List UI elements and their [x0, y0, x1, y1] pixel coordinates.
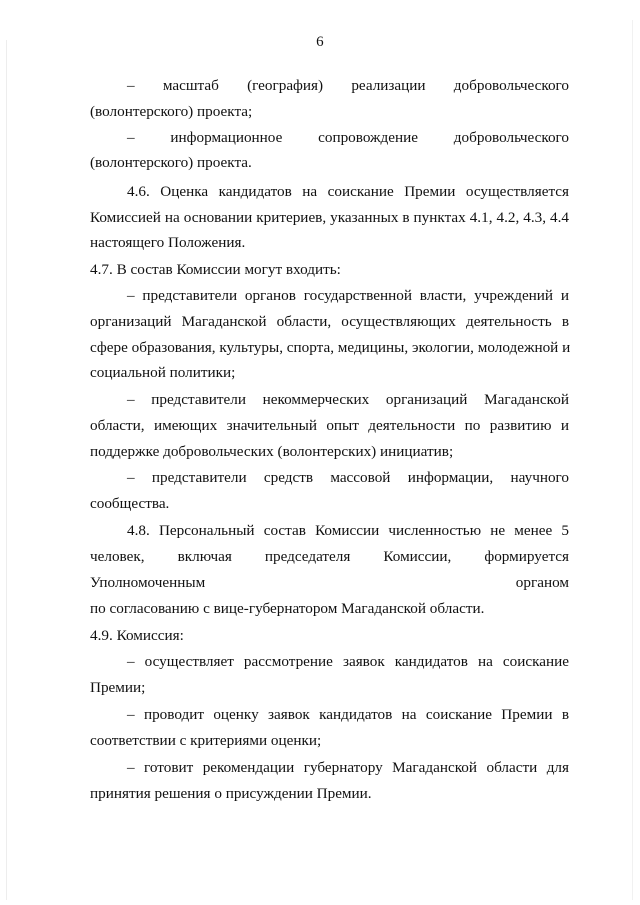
text-line: поддержке добровольческих (волонтерских) инициатив; — [90, 443, 454, 460]
text-line: принятия решения о присуждении Премии. — [90, 785, 372, 802]
text-line: человек, включая председателя Комиссии, формируется — [90, 548, 569, 565]
text-line: 4.8. Персональный состав Комиссии численностью не менее 5 — [127, 522, 569, 539]
text-line: области, имеющих значительный опыт деятельности по развитию и — [90, 417, 569, 434]
text-line: – информационное сопровождение добровольческого — [127, 129, 569, 146]
text-line: – представители органов государственной власти, учреждений и — [127, 287, 569, 304]
text-line: – представители некоммерческих организаций Магаданской — [127, 391, 569, 408]
text-line: соответствии с критериями оценки; — [90, 732, 322, 749]
page-number: 6 — [316, 34, 324, 50]
text-line: Комиссией на основании критериев, указанных в пунктах 4.1, 4.2, 4.3, 4.4 — [90, 209, 569, 226]
text-line: социальной политики; — [90, 364, 236, 381]
text-line: сообщества. — [90, 495, 170, 512]
text-line: организаций Магаданской области, осуществляющих деятельность в — [90, 313, 569, 330]
text-line: – осуществляет рассмотрение заявок кандидатов на соискание — [127, 653, 569, 670]
text-line: Премии; — [90, 679, 146, 696]
scan-edge-right — [632, 20, 633, 900]
text-line: 4.6. Оценка кандидатов на соискание Премии осуществляется — [127, 183, 569, 200]
text-line: Уполномоченным органом — [90, 574, 569, 591]
text-line: 4.9. Комиссия: — [90, 627, 184, 644]
text-line: – проводит оценку заявок кандидатов на соискание Премии в — [127, 706, 569, 723]
text-line: сфере образования, культуры, спорта, медицины, экологии, молодежной и — [90, 339, 571, 356]
text-line: – масштаб (география) реализации добровольческого — [127, 77, 569, 94]
text-line: (волонтерского) проекта; — [90, 103, 253, 120]
text-line: 4.7. В состав Комиссии могут входить: — [90, 261, 341, 278]
text-line: – готовит рекомендации губернатору Магаданской области для — [127, 759, 569, 776]
text-line: (волонтерского) проекта. — [90, 154, 252, 171]
text-line: – представители средств массовой информации, научного — [127, 469, 569, 486]
text-line: настоящего Положения. — [90, 234, 246, 251]
text-line: по согласованию с вице-губернатором Магаданской области. — [90, 600, 485, 617]
scan-edge-left — [6, 40, 7, 900]
